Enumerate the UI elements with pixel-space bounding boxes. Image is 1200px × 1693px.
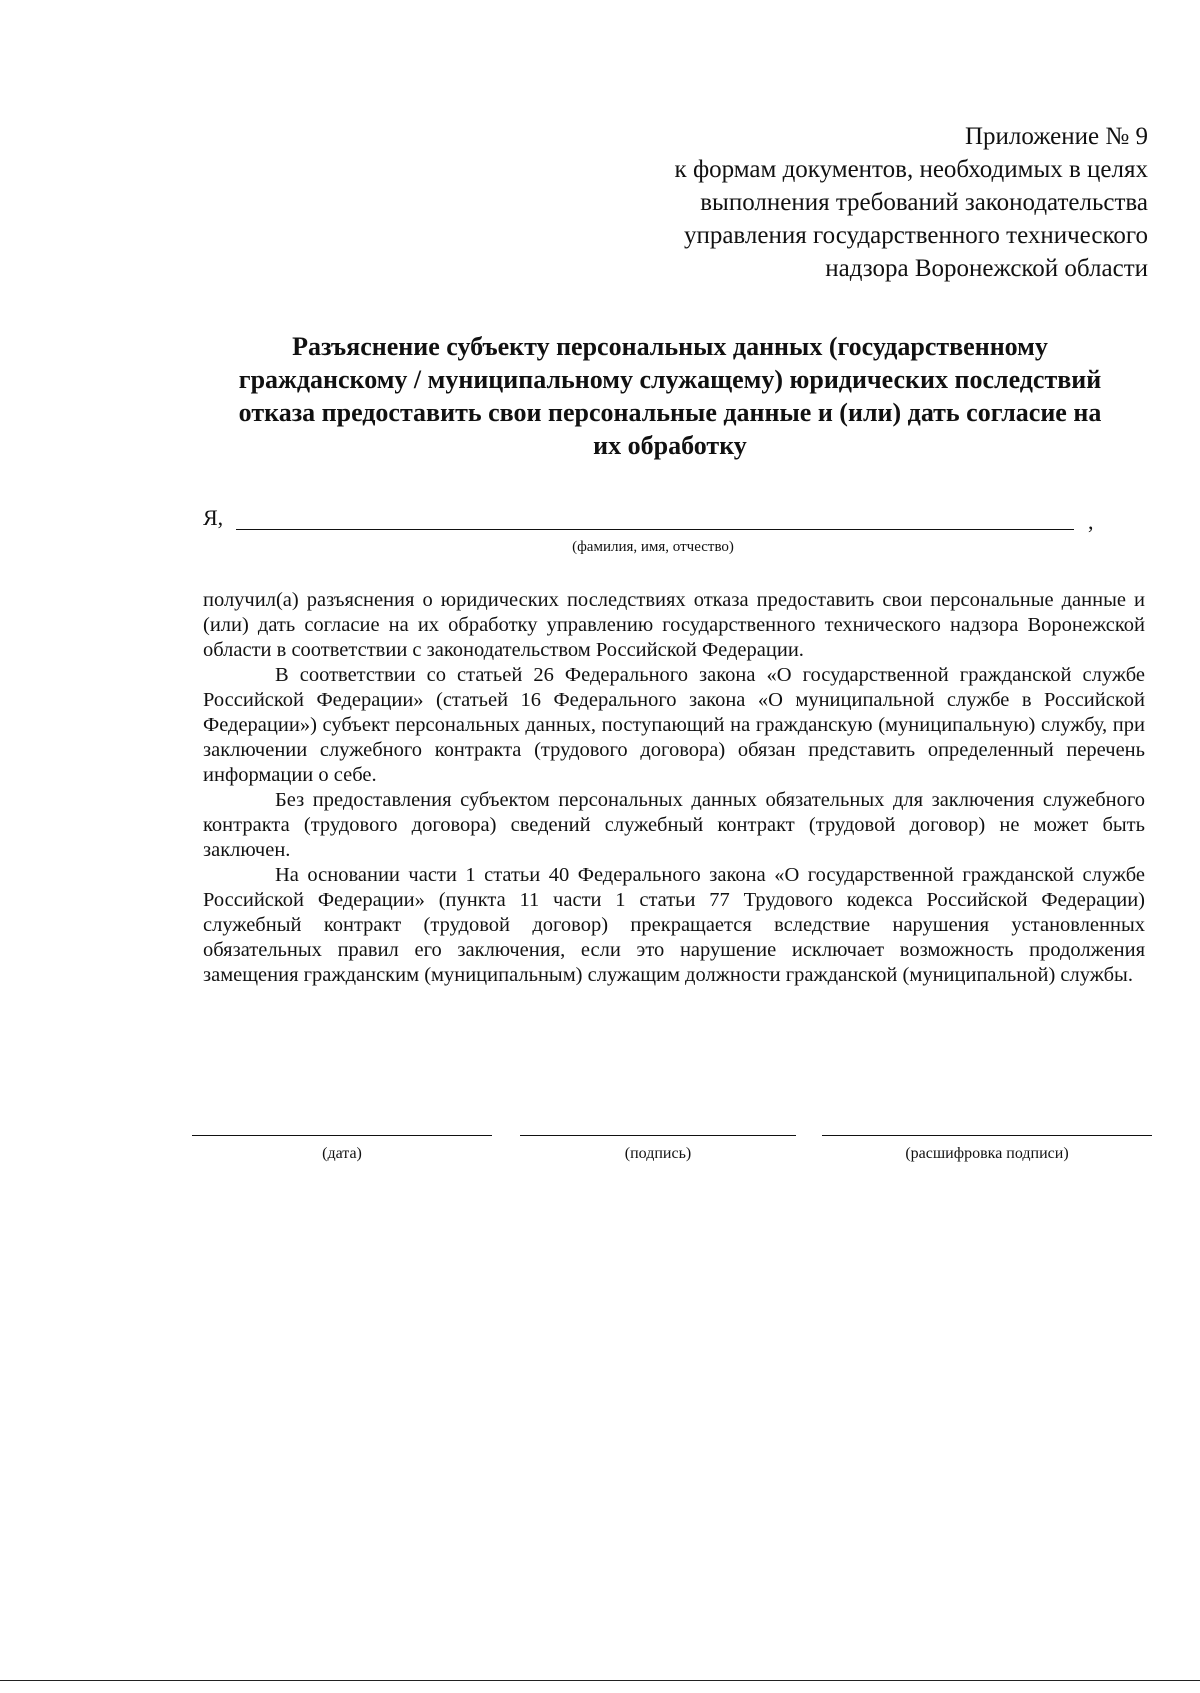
signature-decode-caption: (расшифровка подписи) bbox=[905, 1145, 1069, 1162]
fio-prefix: Я, bbox=[203, 505, 224, 530]
title-line: отказа предоставить свои персональные данные и (или) дать согласие на bbox=[238, 398, 1102, 427]
date-caption: (дата) bbox=[322, 1145, 362, 1162]
page-bottom-rule bbox=[0, 1680, 1200, 1681]
document-title bbox=[190, 330, 1150, 462]
appendix-line: к формам документов, необходимых в целях bbox=[674, 156, 1148, 183]
signature-block bbox=[0, 1135, 1200, 1195]
fio-comma: , bbox=[1088, 509, 1094, 534]
appendix-line: выполнения требований законодательства bbox=[700, 189, 1148, 216]
body-paragraph: Без предоставления субъектом персональных данных обязательных для заключения служебного контракта (трудового договора) сведений служебный контракт (трудовой договор) не может быть заключен. bbox=[203, 789, 1145, 861]
appendix-heading bbox=[508, 120, 1148, 285]
body-paragraph: В соответствии со статьей 26 Федерального закона «О государственной гражданской службе Российской Федерации» (статьей 16 Федерального закона «О муниципальной службе в Российской Федерации») субъект персональных данных, поступающий на гражданскую (муниципальную) службу, при заключении служебного контракта (трудового договора) обязан представить определенный перечень информации о себе. bbox=[203, 664, 1145, 786]
body-paragraph: получил(а) разъяснения о юридических последствиях отказа предоставить свои персональные данные и (или) дать согласие на их обработку управлению государственного технического надзора Воронежской области в соответствии с законодательством Российской Федерации. bbox=[203, 589, 1145, 661]
date-line[interactable] bbox=[192, 1135, 492, 1136]
body-paragraph: На основании части 1 статьи 40 Федерального закона «О государственной гражданской службе Российской Федерации» (пункта 11 части 1 статьи 77 Трудового кодекса Российской Федерации) служебный контракт (трудовой договор) прекращается вследствие нарушения установленных обязательных правил его заключения, если это нарушение исключает возможность продолжения замещения гражданским (муниципальным) служащим должности гражданской (муниципальной) службы. bbox=[203, 864, 1145, 986]
title-line: Разъяснение субъекту персональных данных (государственному bbox=[292, 332, 1048, 361]
title-line: гражданскому / муниципальному служащему) юридических последствий bbox=[238, 365, 1102, 394]
appendix-line: управления государственного технического bbox=[683, 222, 1148, 249]
appendix-line: надзора Воронежской области bbox=[825, 255, 1148, 282]
fio-caption: (фамилия, имя, отчество) bbox=[572, 539, 734, 555]
signature-line[interactable] bbox=[520, 1135, 796, 1136]
title-line: их обработку bbox=[593, 431, 747, 460]
fio-input-line[interactable] bbox=[236, 529, 1074, 530]
body-text bbox=[203, 588, 1145, 988]
signature-caption: (подпись) bbox=[624, 1145, 692, 1162]
signature-decode-line[interactable] bbox=[822, 1135, 1152, 1136]
appendix-number: Приложение № 9 bbox=[964, 123, 1148, 150]
